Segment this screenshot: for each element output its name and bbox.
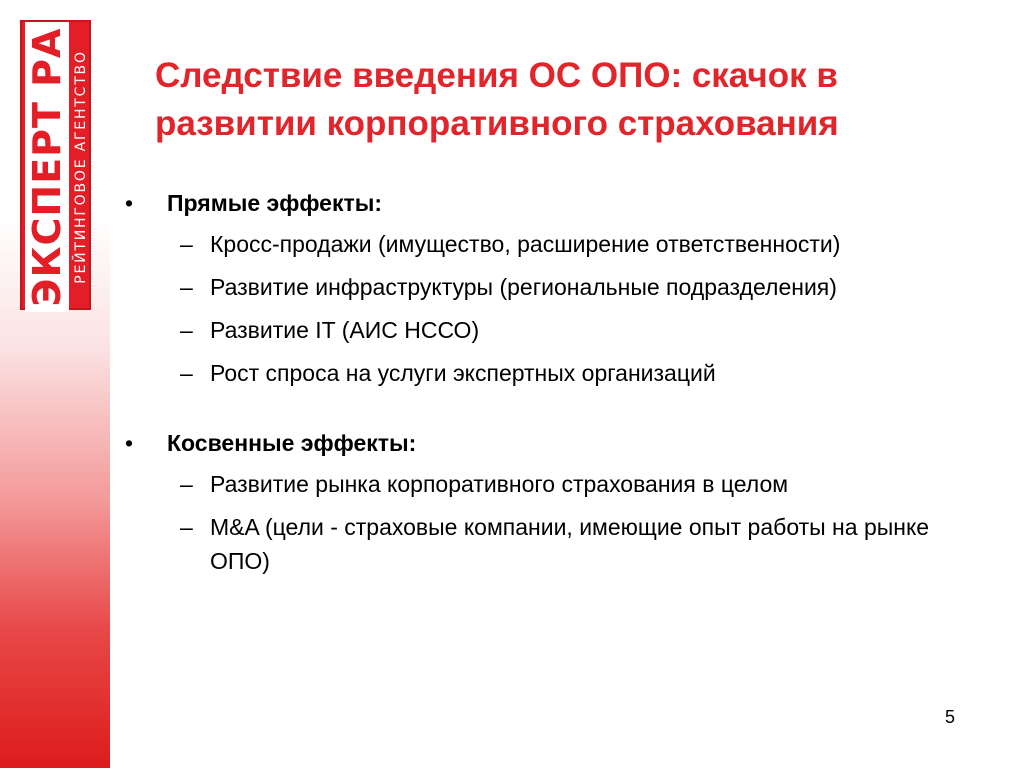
dash-icon: – [180, 360, 193, 386]
direct-effects-list [125, 227, 995, 390]
dash-icon: – [180, 231, 193, 257]
section-spacer [125, 399, 995, 425]
dash-icon: – [180, 514, 193, 540]
list-item-text: Кросс-продажи (имущество, расширение ответственности) [210, 231, 841, 257]
logo-main-text: ЭКСПЕРТ РА [25, 22, 69, 312]
dash-icon: – [180, 471, 193, 497]
indirect-effects-list [125, 467, 995, 578]
list-item [125, 510, 995, 578]
list-item-text: Развитие IT (АИС НССО) [210, 317, 480, 343]
bullet-icon: • [125, 430, 134, 456]
list-item [125, 313, 995, 347]
section-heading-direct [125, 185, 995, 221]
slide-title: Следствие введения ОС ОПО: скачок в развитии корпоративного страхования [155, 56, 839, 143]
section-heading-indirect [125, 425, 995, 461]
dash-icon: – [180, 317, 193, 343]
section-heading-text: Косвенные эффекты: [167, 430, 417, 456]
list-item [125, 356, 995, 390]
list-item-text: Развитие инфраструктуры (региональные подразделения) [210, 274, 837, 300]
brand-logo [20, 20, 91, 310]
list-item-text: Рост спроса на услуги экспертных организаций [210, 360, 716, 386]
list-item [125, 227, 995, 261]
dash-icon: – [180, 274, 193, 300]
bullet-icon: • [125, 190, 134, 216]
list-item-text: Развитие рынка корпоративного страхования в целом [210, 471, 789, 497]
list-item-text: M&A (цели - страховые компании, имеющие опыт работы на рынке ОПО) [210, 514, 930, 574]
list-item [125, 467, 995, 501]
page-number: 5 [945, 707, 956, 727]
list-item [125, 270, 995, 304]
section-heading-text: Прямые эффекты: [167, 190, 383, 216]
logo-sub-text: РЕЙТИНГОВОЕ АГЕНТСТВО [73, 50, 89, 284]
logo-rotated-group [22, 22, 93, 312]
slide-content [125, 185, 995, 587]
